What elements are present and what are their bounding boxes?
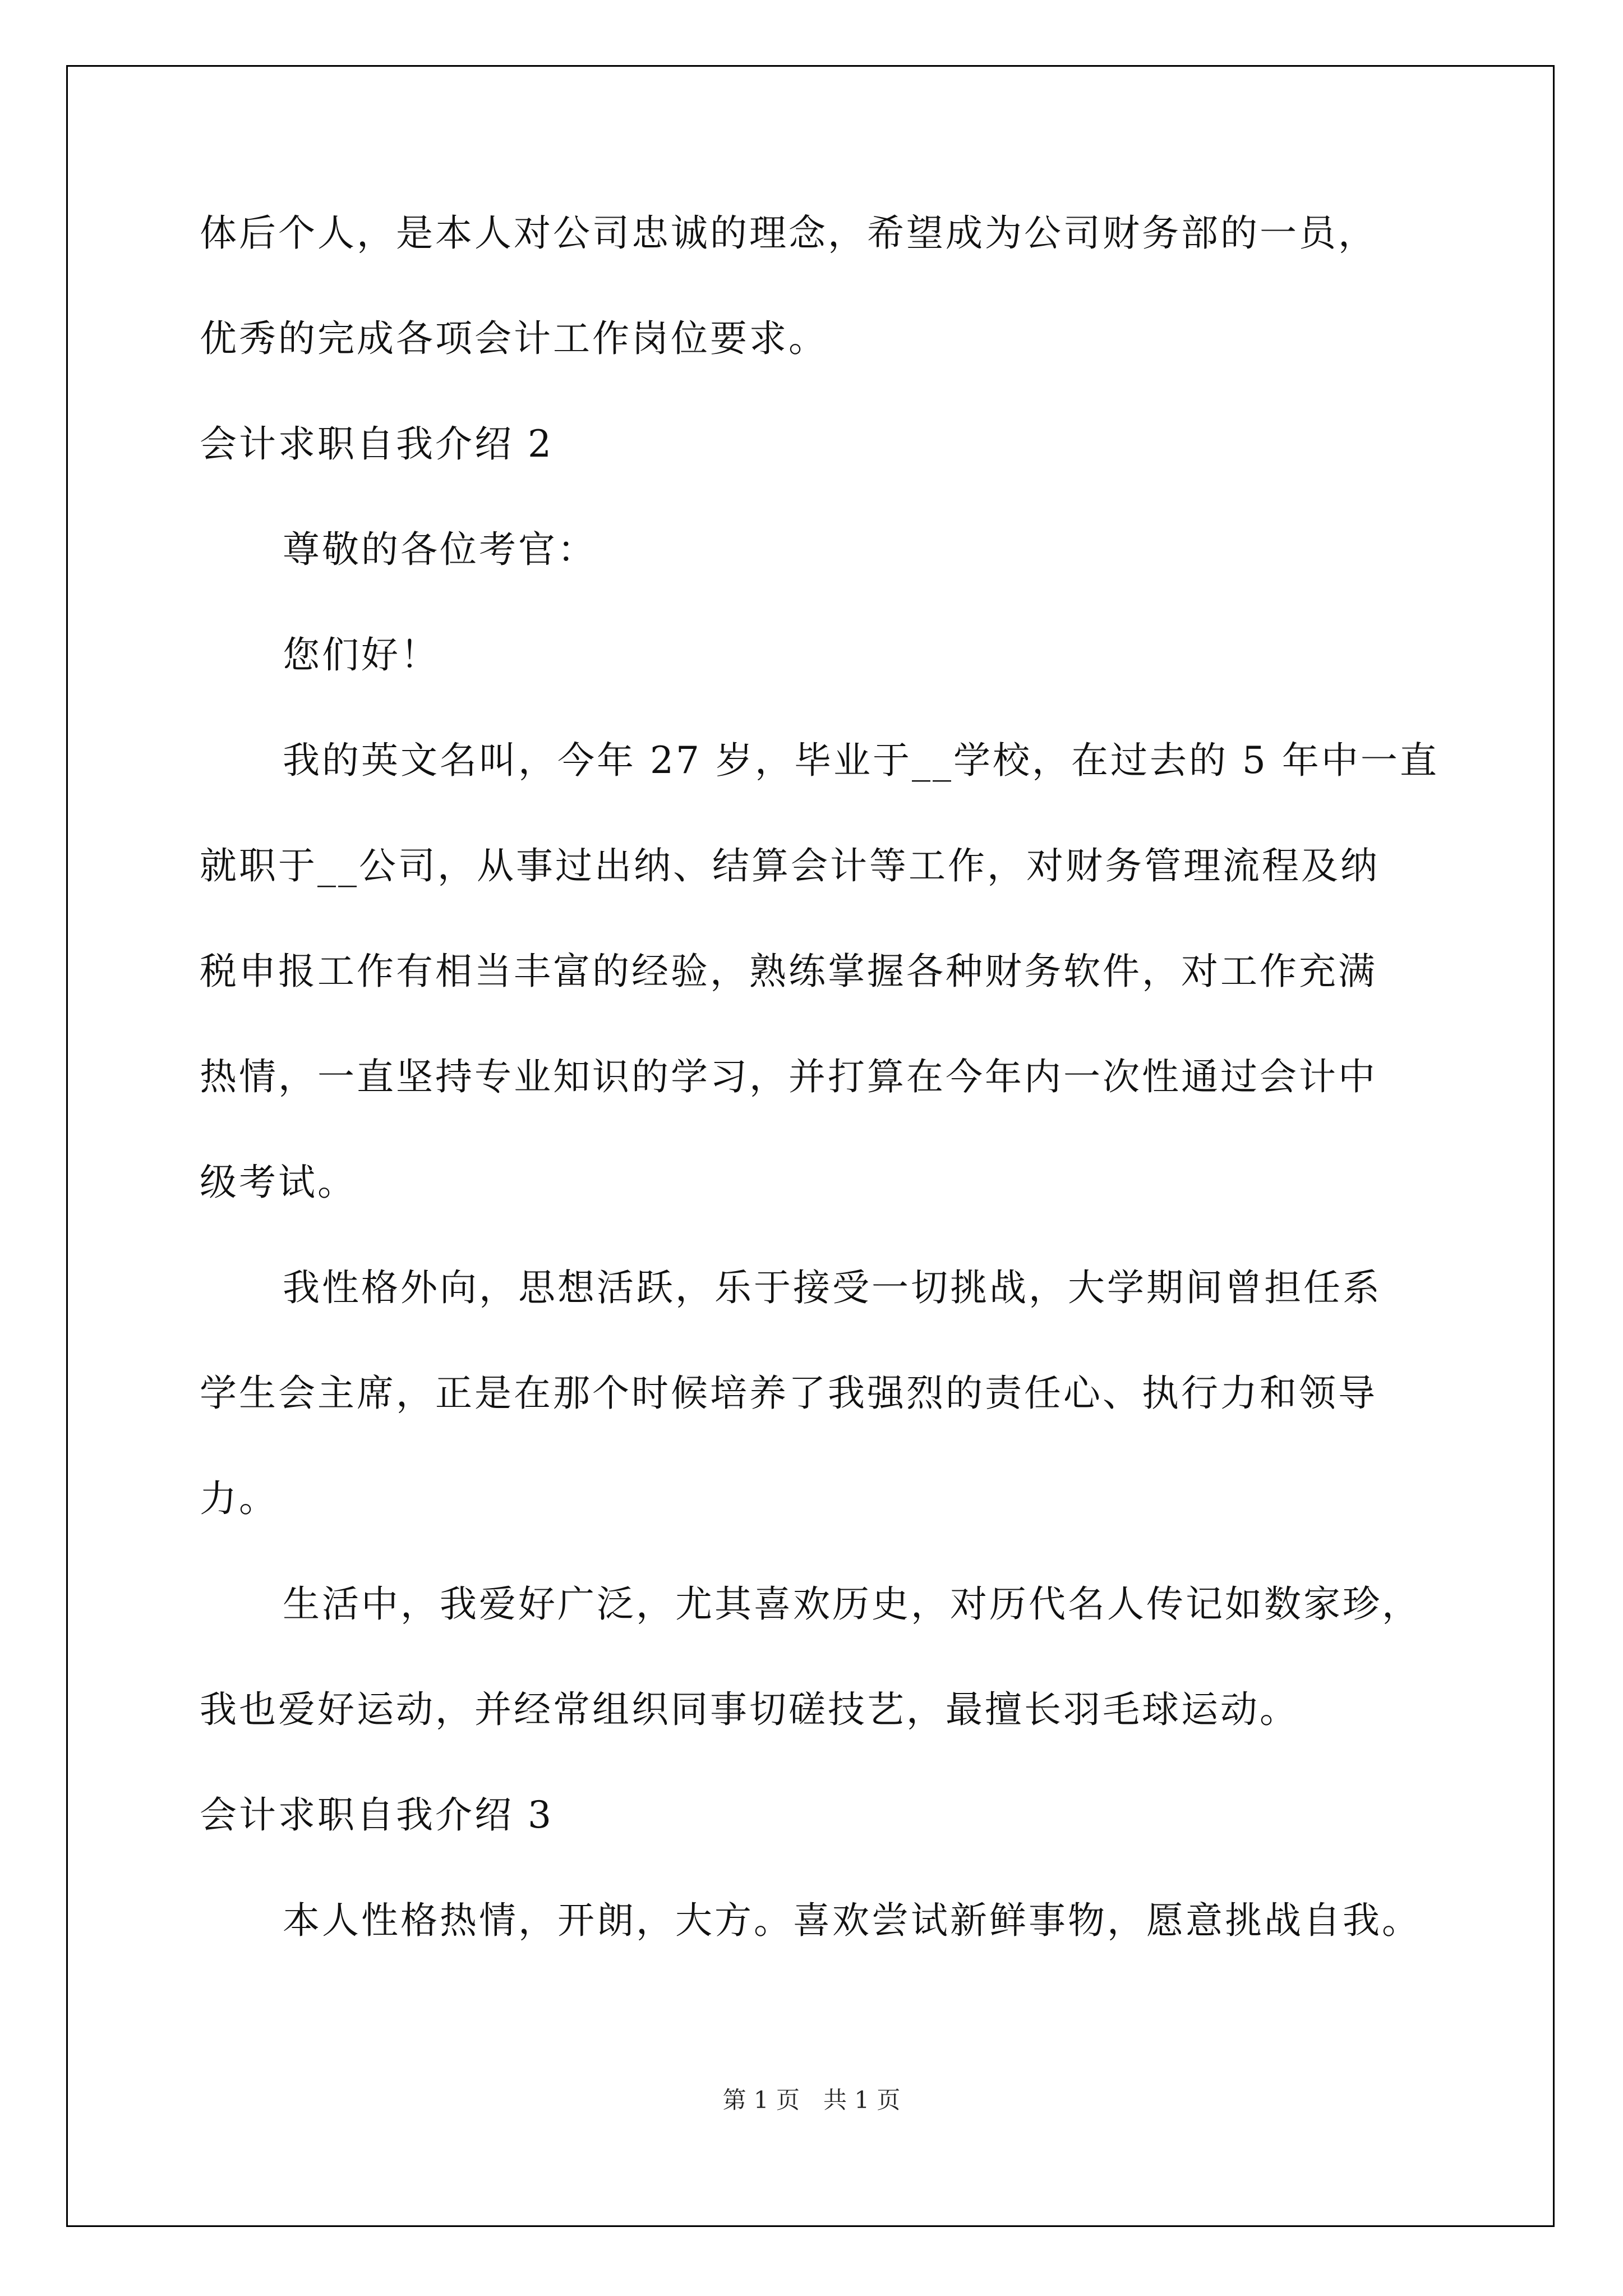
section-heading: 会计求职自我介绍 3 bbox=[200, 1793, 554, 1837]
paragraph-line: 级考试。 bbox=[200, 1161, 357, 1204]
paragraph-line: 学生会主席，正是在那个时候培养了我强烈的责任心、执行力和领导 bbox=[200, 1372, 1377, 1415]
salutation: 尊敬的各位考官： bbox=[283, 528, 597, 571]
page-number: 第 1 页 共 1 页 bbox=[722, 2086, 901, 2114]
paragraph-line: 优秀的完成各项会计工作岗位要求。 bbox=[200, 317, 828, 360]
paragraph-line: 热情，一直坚持专业知识的学习，并打算在今年内一次性通过会计中 bbox=[200, 1055, 1377, 1098]
paragraph-line: 生活中，我爱好广泛，尤其喜欢历史，对历代名人传记如数家珍， bbox=[283, 1582, 1421, 1626]
paragraph-line: 本人性格热情，开朗，大方。喜欢尝试新鲜事物，愿意挑战自我。 bbox=[283, 1899, 1421, 1942]
paragraph-line: 体后个人，是本人对公司忠诚的理念，希望成为公司财务部的一员， bbox=[200, 211, 1377, 255]
paragraph-line: 我也爱好运动，并经常组织同事切磋技艺，最擅长羽毛球运动。 bbox=[200, 1688, 1299, 1731]
paragraph-line: 我性格外向，思想活跃，乐于接受一切挑战，大学期间曾担任系 bbox=[283, 1266, 1382, 1309]
paragraph-line: 税申报工作有相当丰富的经验，熟练掌握各种财务软件，对工作充满 bbox=[200, 950, 1377, 993]
paragraph-line: 我的英文名叫，今年 27 岁，毕业于__学校，在过去的 5 年中一直 bbox=[283, 739, 1439, 782]
greeting: 您们好！ bbox=[283, 633, 440, 677]
paragraph-line: 就职于__公司，从事过出纳、结算会计等工作，对财务管理流程及纳 bbox=[200, 844, 1380, 887]
paragraph-line: 力。 bbox=[200, 1477, 278, 1520]
section-heading: 会计求职自我介绍 2 bbox=[200, 422, 554, 466]
